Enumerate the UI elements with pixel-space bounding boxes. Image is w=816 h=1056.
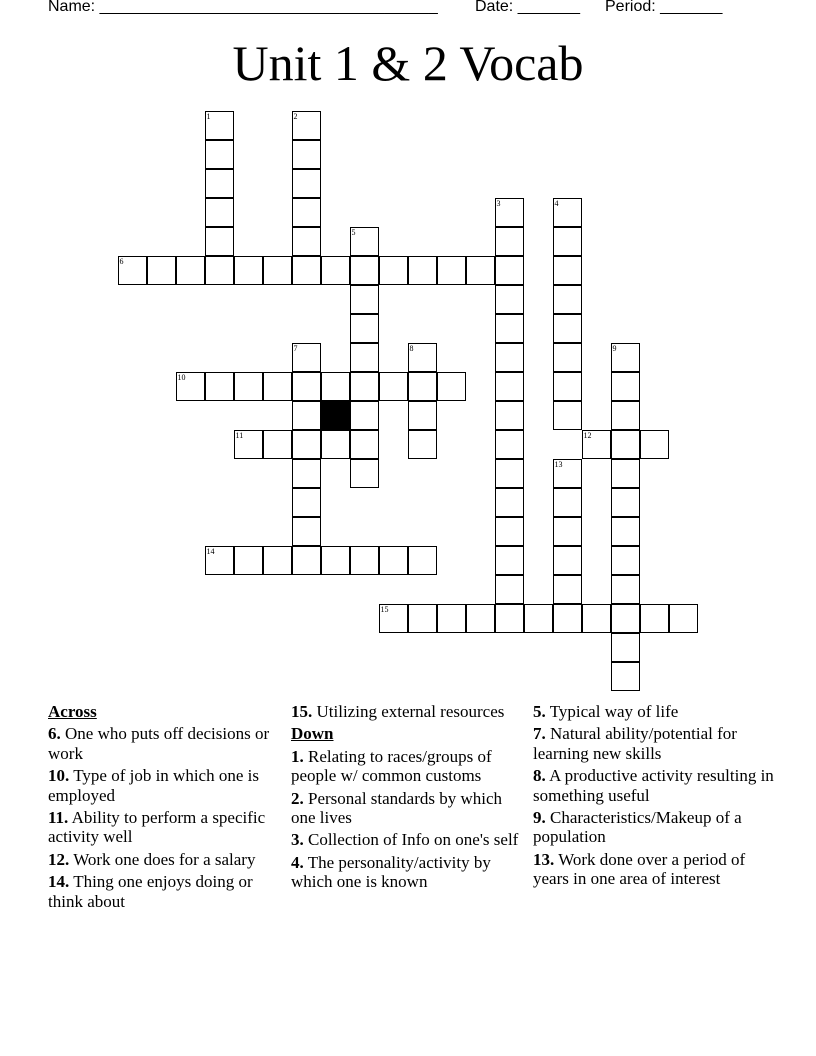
crossword-cell[interactable]	[582, 430, 611, 459]
crossword-cell[interactable]	[205, 140, 234, 169]
clue-number-label: 13	[554, 459, 563, 469]
crossword-cell[interactable]	[611, 546, 640, 575]
crossword-cell[interactable]	[553, 488, 582, 517]
crossword-cell[interactable]	[524, 604, 553, 633]
clue-number-label: 5	[351, 227, 356, 237]
crossword-cell[interactable]	[350, 343, 379, 372]
crossword-cell[interactable]	[495, 401, 524, 430]
crossword-cell[interactable]	[437, 372, 466, 401]
crossword-cell[interactable]	[176, 256, 205, 285]
clue-number-label: 8	[409, 343, 414, 353]
crossword-cell[interactable]	[350, 372, 379, 401]
crossword-cell[interactable]	[553, 372, 582, 401]
clue-down-3: 3. Collection of Info on one's self	[291, 830, 519, 850]
crossword-cell[interactable]	[495, 343, 524, 372]
crossword-cell[interactable]	[379, 256, 408, 285]
crossword-cell[interactable]	[495, 517, 524, 546]
crossword-cell[interactable]	[292, 169, 321, 198]
crossword-cell[interactable]	[263, 372, 292, 401]
crossword-cell[interactable]	[669, 604, 698, 633]
crossword-cell[interactable]	[611, 488, 640, 517]
crossword-cell[interactable]	[350, 285, 379, 314]
crossword-cell[interactable]	[292, 430, 321, 459]
clue-across-12: 12. Work one does for a salary	[48, 849, 256, 869]
crossword-cell[interactable]	[292, 401, 321, 430]
clue-number-label: 2	[293, 111, 298, 121]
crossword-cell[interactable]	[234, 546, 263, 575]
crossword-cell[interactable]	[350, 430, 379, 459]
clue-number-label: 1	[206, 111, 211, 121]
crossword-cell[interactable]	[553, 285, 582, 314]
crossword-cell[interactable]	[495, 575, 524, 604]
crossword-cell[interactable]	[611, 372, 640, 401]
clue-down-7: 7. Natural ability/potential for learning new skills	[533, 724, 737, 763]
crossword-cell[interactable]	[292, 459, 321, 488]
clue-across-11: 11. Ability to perform a specific activity well	[48, 808, 266, 847]
crossword-cell[interactable]	[263, 430, 292, 459]
crossword-cell[interactable]	[379, 372, 408, 401]
crossword-cell[interactable]	[611, 459, 640, 488]
crossword-cell[interactable]	[205, 111, 234, 140]
page-title: Unit 1 & 2 Vocab	[232, 35, 584, 91]
crossword-cell[interactable]	[292, 488, 321, 517]
crossword-cell[interactable]	[234, 256, 263, 285]
crossword-cell[interactable]	[582, 604, 611, 633]
crossword-cell[interactable]	[611, 604, 640, 633]
crossword-cell[interactable]	[408, 401, 437, 430]
crossword-cell[interactable]	[611, 517, 640, 546]
crossword-cell[interactable]	[350, 401, 379, 430]
crossword-cell[interactable]	[408, 256, 437, 285]
crossword-cell[interactable]	[292, 546, 321, 575]
clue-across-10: 10. Type of job in which one is employed	[48, 766, 259, 805]
clue-down-9: 9. Characteristics/Makeup of a population	[533, 808, 742, 847]
crossword-cell[interactable]	[611, 633, 640, 662]
crossword-cell[interactable]	[553, 604, 582, 633]
crossword-cell[interactable]	[495, 227, 524, 256]
crossword-cell[interactable]	[292, 140, 321, 169]
crossword-cell[interactable]	[437, 604, 466, 633]
clue-number-label: 3	[496, 198, 501, 208]
crossword-cell[interactable]	[553, 256, 582, 285]
crossword-cell[interactable]	[408, 372, 437, 401]
crossword-cell[interactable]	[437, 256, 466, 285]
crossword-cell[interactable]	[350, 256, 379, 285]
crossword-cell[interactable]	[553, 517, 582, 546]
crossword-cell[interactable]	[118, 256, 147, 285]
crossword-cell[interactable]	[205, 169, 234, 198]
crossword-cell[interactable]	[292, 111, 321, 140]
crossword-cell[interactable]	[553, 546, 582, 575]
crossword-cell[interactable]	[553, 198, 582, 227]
crossword-cell[interactable]	[292, 256, 321, 285]
crossword-cell[interactable]	[292, 198, 321, 227]
across-heading: Across	[48, 702, 97, 721]
crossword-cell[interactable]	[263, 256, 292, 285]
clue-down-4: 4. The personality/activity by which one is known	[291, 852, 491, 892]
crossword-cell[interactable]	[553, 459, 582, 488]
crossword-cell[interactable]	[205, 198, 234, 227]
crossword-cell[interactable]	[205, 256, 234, 285]
clue-number-label: 15	[380, 604, 389, 614]
crossword-cell[interactable]	[495, 372, 524, 401]
crossword-cell[interactable]	[553, 227, 582, 256]
date-field: Date: _______	[475, 0, 580, 15]
crossword-cell[interactable]	[495, 285, 524, 314]
crossword-cell[interactable]	[611, 575, 640, 604]
crossword-cell[interactable]	[495, 198, 524, 227]
crossword-cell[interactable]	[263, 546, 292, 575]
crossword-cell[interactable]	[292, 517, 321, 546]
crossword-cell[interactable]	[553, 314, 582, 343]
crossword-cell[interactable]	[495, 604, 524, 633]
period-field: Period: _______	[605, 0, 723, 15]
clue-down-8: 8. A productive activity resulting in something useful	[533, 766, 774, 805]
crossword-cell[interactable]	[495, 430, 524, 459]
crossword-cell[interactable]	[234, 372, 263, 401]
crossword-cell[interactable]	[553, 401, 582, 430]
crossword-cell[interactable]	[408, 430, 437, 459]
crossword-cell[interactable]	[408, 546, 437, 575]
crossword-cell[interactable]	[321, 546, 350, 575]
clue-down-5: 5. Typical way of life	[533, 702, 679, 721]
crossword-cell[interactable]	[234, 430, 263, 459]
crossword-cell[interactable]	[611, 343, 640, 372]
clue-number-label: 7	[293, 343, 298, 353]
crossword-cell[interactable]	[611, 662, 640, 691]
crossword-cell[interactable]	[495, 546, 524, 575]
crossword-cell[interactable]	[176, 372, 205, 401]
crossword-cell[interactable]	[408, 343, 437, 372]
clue-down-2: 2. Personal standards by which one lives	[291, 788, 503, 828]
crossword-cell[interactable]	[321, 430, 350, 459]
crossword-cell[interactable]	[553, 575, 582, 604]
clues-column-3	[533, 702, 778, 892]
clue-down-13: 13. Work done over a period of years in one area of interest	[533, 849, 746, 889]
crossword-cell[interactable]	[205, 227, 234, 256]
crossword-cell[interactable]	[466, 256, 495, 285]
clue-across-14: 14. Thing one enjoys doing or think about	[48, 872, 253, 911]
crossword-cell[interactable]	[205, 546, 234, 575]
clue-across-15: 15. Utilizing external resources	[291, 702, 505, 721]
clue-across-6: 6. One who puts off decisions or work	[48, 724, 270, 763]
crossword-cell[interactable]	[495, 314, 524, 343]
crossword-cell[interactable]	[350, 314, 379, 343]
clue-number-label: 12	[583, 430, 592, 440]
crossword-cell[interactable]	[553, 343, 582, 372]
down-heading: Down	[291, 724, 334, 744]
crossword-cell[interactable]	[292, 343, 321, 372]
clues-column-2	[291, 702, 521, 895]
crossword-cell[interactable]	[466, 604, 495, 633]
crossword-cell[interactable]	[408, 604, 437, 633]
crossword-cell[interactable]	[292, 227, 321, 256]
clue-number-label: 10	[177, 372, 186, 382]
clue-number-label: 4	[554, 198, 559, 208]
crossword-cell[interactable]	[350, 459, 379, 488]
crossword-cell[interactable]	[640, 604, 669, 633]
crossword-cell[interactable]	[350, 227, 379, 256]
crossword-cell[interactable]	[611, 430, 640, 459]
crossword-cell[interactable]	[321, 256, 350, 285]
clue-number-label: 9	[612, 343, 617, 353]
crossword-cell[interactable]	[640, 430, 669, 459]
crossword-cell[interactable]	[321, 372, 350, 401]
clue-number-label: 14	[206, 546, 215, 556]
clue-number-label: 6	[119, 256, 124, 266]
crossword-cell[interactable]	[495, 256, 524, 285]
crossword-cell[interactable]	[495, 488, 524, 517]
crossword-cell[interactable]	[205, 372, 234, 401]
crossword-cell[interactable]	[147, 256, 176, 285]
crossword-cell[interactable]	[379, 546, 408, 575]
crossword-cell[interactable]	[292, 372, 321, 401]
name-field: Name: ______________________________________	[48, 0, 438, 15]
clues-column-1	[48, 702, 276, 914]
crossword-cell[interactable]	[379, 604, 408, 633]
clue-down-1: 1. Relating to races/groups of people w/ common customs	[291, 746, 492, 786]
crossword-cell[interactable]	[495, 459, 524, 488]
crossword-cell[interactable]	[611, 401, 640, 430]
clue-number-label: 11	[235, 430, 244, 440]
crossword-block	[321, 401, 350, 430]
crossword-cell[interactable]	[350, 546, 379, 575]
